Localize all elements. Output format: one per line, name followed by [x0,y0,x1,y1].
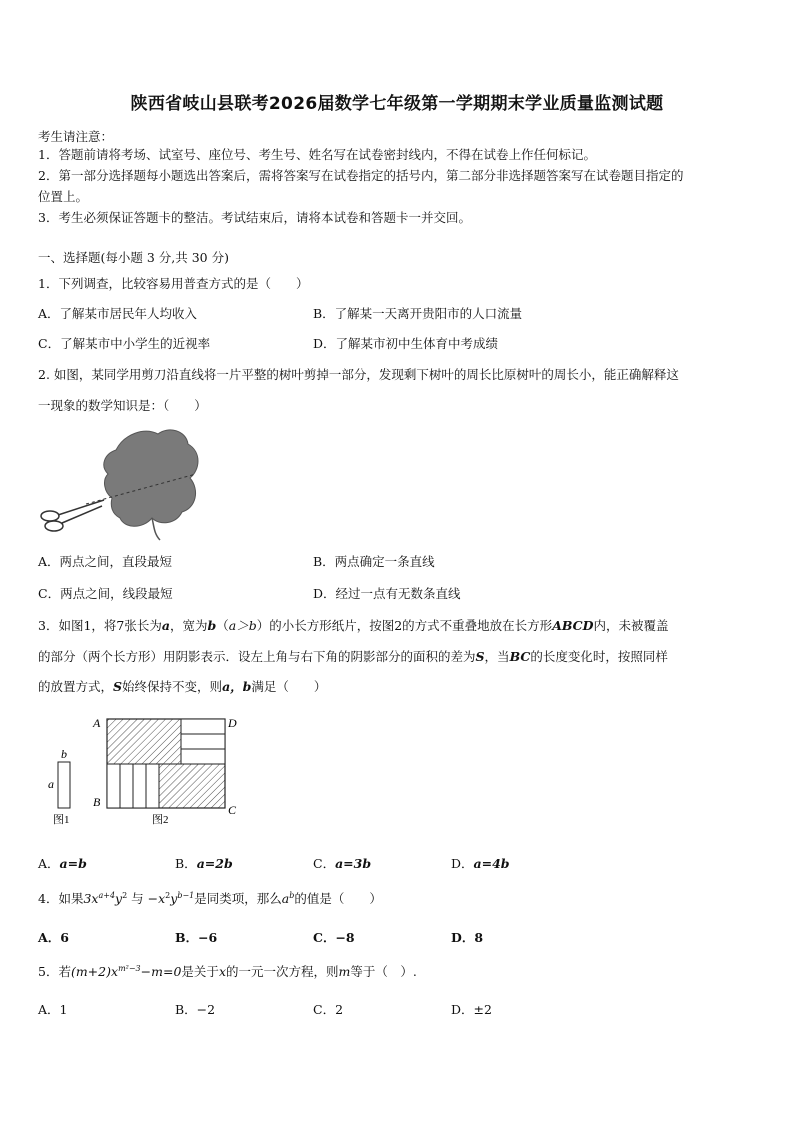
q4-option-a: A．6 [38,930,69,945]
q5-option-b: B．−2 [175,1002,216,1017]
q2-stem: 2. 如图，某同学用剪刀沿直线将一片平整的树叶剪掉一部分，发现剩下树叶的周长比原树叶的周长小，能正确解释这 [38,367,679,382]
q4-stem: 4．如果$3x^{a+4}y^2$ 与 $-x^2y^{b-1}$是同类项，那么$a^b$的值是（ ） [38,890,382,906]
section-heading: 一、选择题(每小题 3 分,共 30 分) [38,250,229,265]
q3-stem-line-1: 3．如图1，将7张长为a，宽为b（a＞b）的小长方形纸片，按图2的方式不重叠地放在长方形ABCD内，未被覆盖 [38,618,669,633]
q5-option-a: A．1 [38,1002,68,1017]
label-A: A [93,716,101,730]
q5-stem: 5．若$(m+2)x^{m^2-3}-m=0$是关于x的一元一次方程，则m等于（ ）. [38,963,417,979]
q3-option-a: A．a=b [38,856,87,871]
fig1-label-b: b [61,747,67,761]
fig2-shaded-top-left [107,719,181,764]
q3-stem-line-2: 的部分（两个长方形）用阴影表示．设左上角与右下角的阴影部分的面积的差为S，当BC的长度变化时，按照同样 [38,649,668,664]
label-B: B [93,795,101,809]
leaf-scissors-figure [36,422,206,542]
q1-option-b: B．了解某一天离开贵阳市的人口流量 [313,306,523,321]
fig2-caption: 图2 [152,814,169,826]
q2-stem-cont: 一现象的数学知识是：（ ） [38,398,207,413]
fig1-small-rect [58,762,70,808]
notice-line-2: 2．第一部分选择题每小题选出答案后，需将答案写在试卷指定的括号内，第二部分非选择题答案写在试卷题目指定的 [38,168,684,183]
label-D: D [228,716,237,730]
q2-option-b: B．两点确定一条直线 [313,554,435,569]
notice-line-3: 3．考生必须保证答题卡的整洁。考试结束后，请将本试卷和答题卡一并交回。 [38,210,471,225]
q3-option-d: D．a=4b [451,856,510,871]
q5-option-c: C．2 [313,1002,344,1017]
fig1-label-a: a [48,777,54,791]
notice-line-1: 1．答题前请将考场、试室号、座位号、考生号、姓名写在试卷密封线内，不得在试卷上作任何标记。 [38,147,596,162]
q3-stem-line-3: 的放置方式，S始终保持不变，则a，b满足（ ） [38,679,327,694]
q1-stem: 1．下列调查，比较容易用普查方式的是（ ） [38,276,309,291]
q2-option-c: C．两点之间，线段最短 [38,586,173,601]
q3-figures [40,710,280,832]
q3-option-b: B．a=2b [175,856,233,871]
q4-option-c: C．−8 [313,930,355,945]
q1-option-c: C．了解某市中小学生的近视率 [38,336,211,351]
q1-option-a: A．了解某市居民年人均收入 [38,306,198,321]
q1-option-d: D．了解某市初中生体育中考成绩 [313,336,499,351]
q4-option-b: B．−6 [175,930,218,945]
page-title: 陕西省岐山县联考2026届数学七年级第一学期期末学业质量监测试题 [130,94,664,114]
q5-option-d: D．±2 [451,1002,492,1017]
q2-option-d: D．经过一点有无数条直线 [313,586,461,601]
q4-option-d: D．8 [451,930,484,945]
q2-option-a: A．两点之间，直段最短 [38,554,173,569]
fig1-caption: 图1 [53,814,70,826]
notice-line-2-cont: 位置上。 [38,189,89,204]
notice-heading: 考生请注意： [38,129,114,144]
fig2-shaded-bottom-right [159,764,225,808]
label-C: C [228,803,237,817]
q3-option-c: C．a=3b [313,856,372,871]
